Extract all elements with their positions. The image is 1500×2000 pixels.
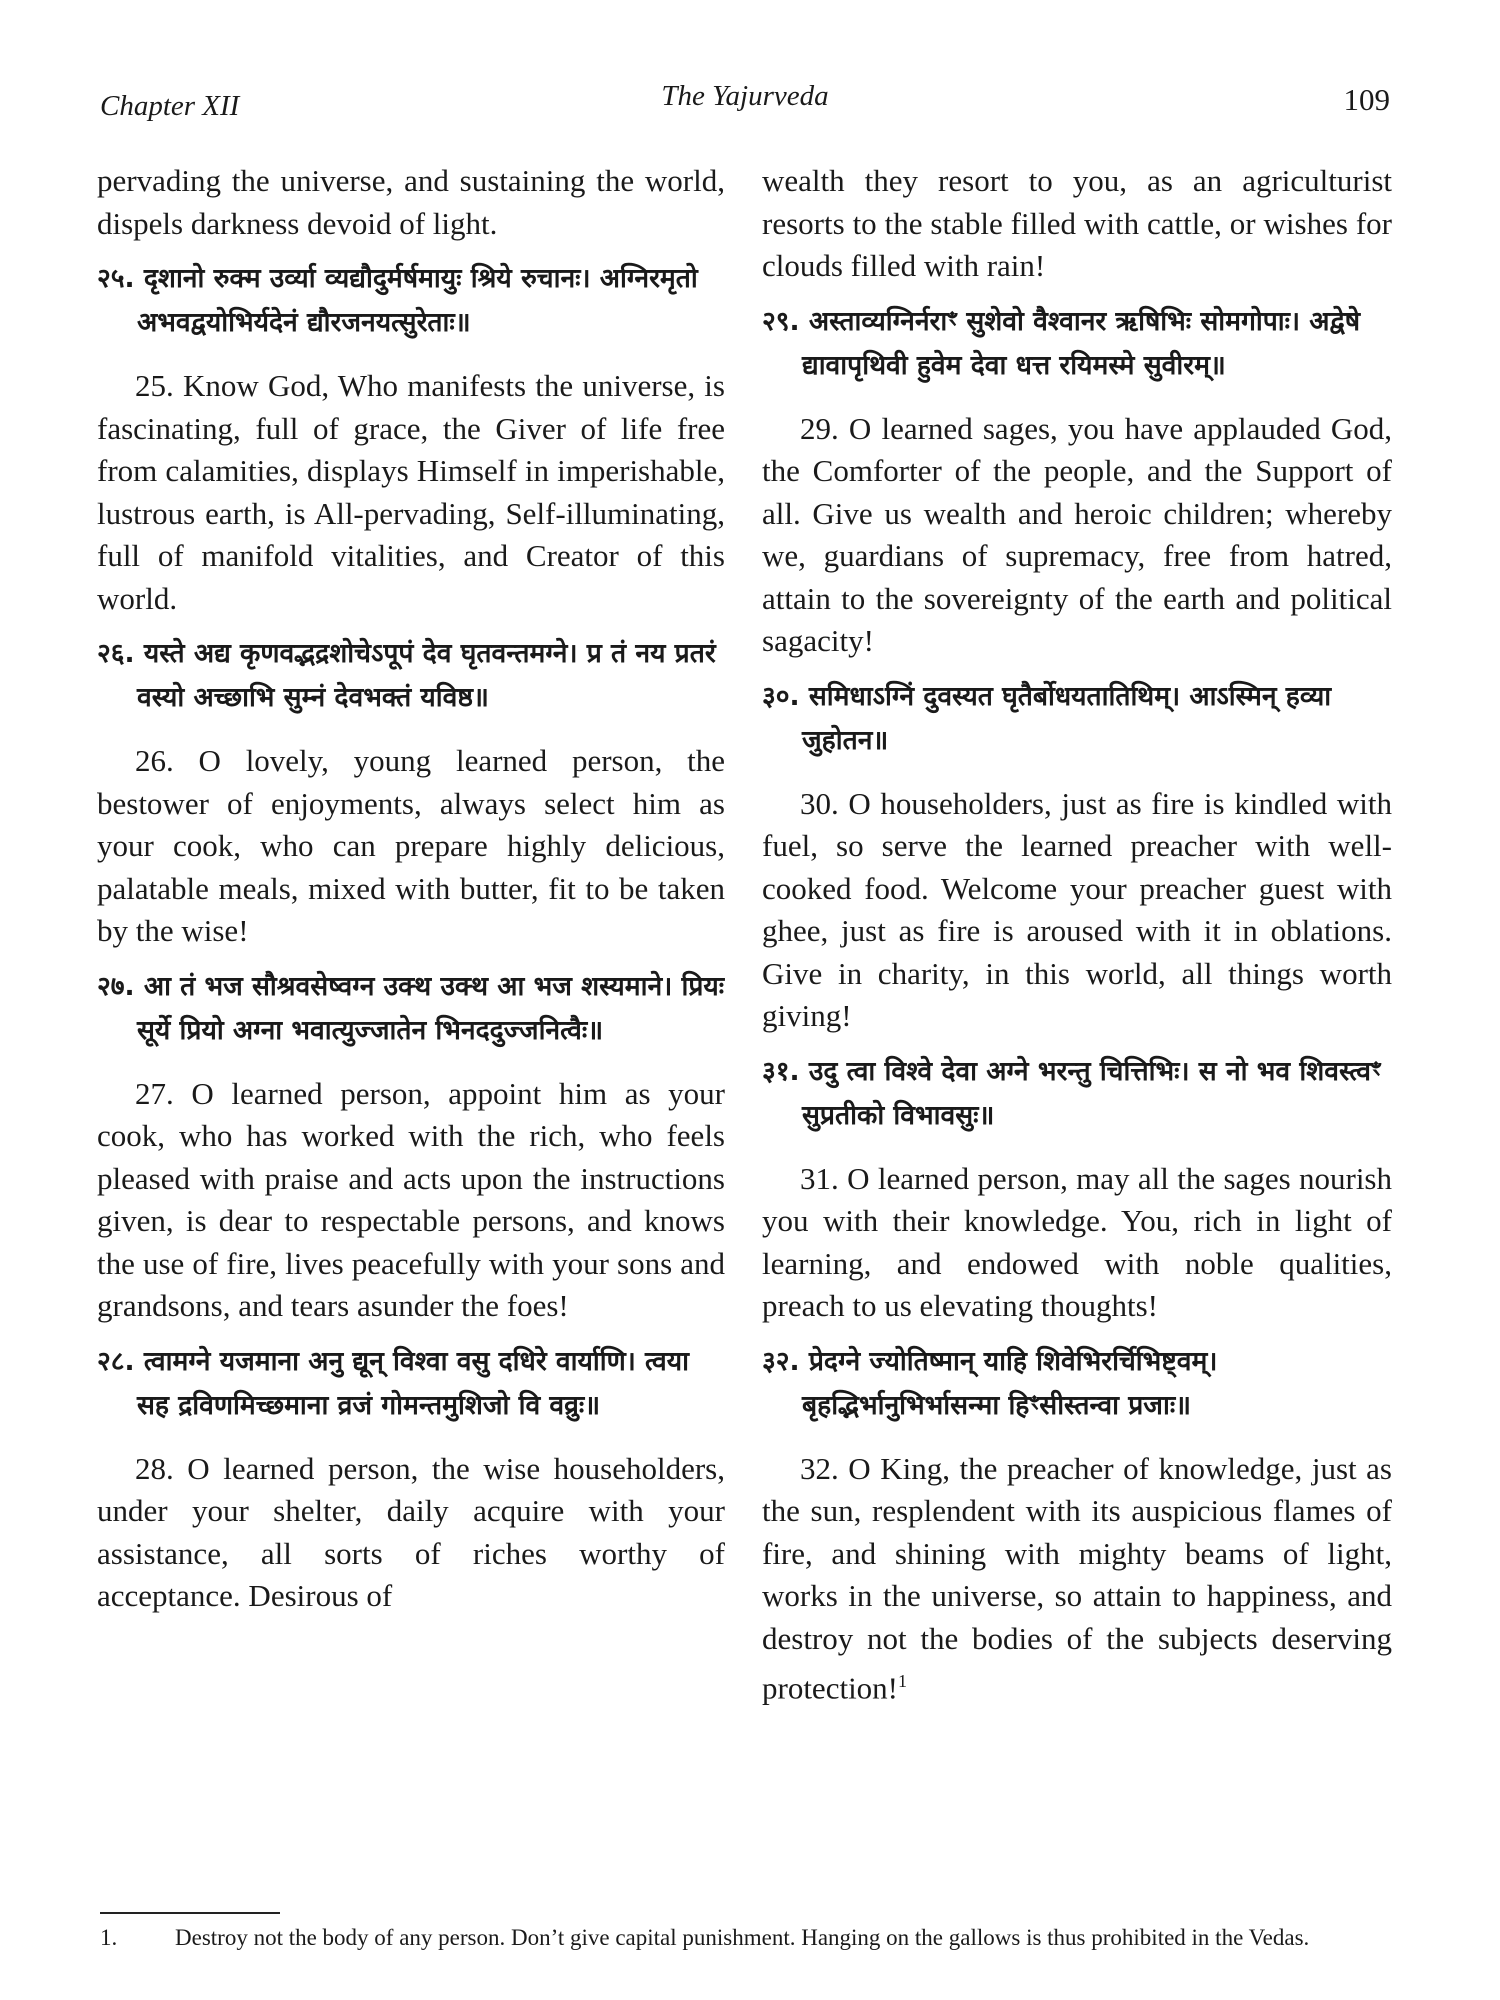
- sanskrit-verse-31: ३१. उदु त्वा विश्वे देवा अग्ने भरन्तु चित्तिभिः। स नो भव शिवस्त्वꣳ सुप्रतीको विभावसुः॥: [762, 1055, 1381, 1131]
- sanskrit-verse-32: ३२. प्रेदग्ने ज्योतिष्मान् याहि शिवेभिरर्चिभिष्ट्वम्। बृहद्भिर्भानुभिर्भासन्मा हिꣳसीस्तन्वा प्रजाः॥: [762, 1345, 1218, 1421]
- chapter-label: Chapter XII: [100, 90, 240, 122]
- translation-31: 31. O learned person, may all the sages nourish you with their knowledge. You, rich in light of learning, and endowed with noble qualities, preach to us elevating thoughts!: [762, 1160, 1392, 1323]
- sanskrit-verse-30: ३०. समिधाऽग्निं दुवस्यत घृतैर्बोधयतातिथिम्। आऽस्मिन् हव्या जुहोतन॥: [762, 680, 1332, 756]
- continued-text: pervading the universe, and sustaining the world, dispels darkness devoid of light.: [97, 163, 725, 241]
- footnote-marker[interactable]: 1: [898, 1671, 908, 1691]
- page-header: [100, 80, 1390, 130]
- translation-30: 30. O householders, just as fire is kindled with fuel, so serve the learned preacher with well-cooked food. Welcome your preacher guest with ghee, just as fire is aroused with it in oblations. Give in charity, in this world, all things worth giving!: [762, 785, 1392, 1033]
- footnote-text: Destroy not the body of any person. Don’t give capital punishment. Hanging on the gallows is thus prohibited in the Vedas.: [175, 1925, 1310, 1950]
- continued-text: wealth they resort to you, as an agriculturist resorts to the stable filled with cattle, or wishes for clouds filled with rain!: [762, 163, 1392, 283]
- footnote-number: 1.: [100, 1925, 118, 1950]
- page-number: 109: [1343, 82, 1390, 117]
- sanskrit-verse-25: २५. दृशानो रुक्म उर्व्या व्यद्यौदुर्मर्षमायुः श्रिये रुचानः। अग्निरमृतो अभवद्वयोभिर्यदेनं द्यौरजनयत्सुरेताः॥: [97, 263, 698, 338]
- left-column: [97, 160, 725, 1618]
- right-column: [762, 160, 1392, 1710]
- translation-25: 25. Know God, Who manifests the universe, is fascinating, full of grace, the Giver of life free from calamities, displays Himself in imperishable, lustrous earth, is All-pervading, Self-illuminating, full of manifold vitalities, and Creator of this world.: [97, 368, 725, 616]
- book-title: The Yajurveda: [661, 80, 829, 112]
- translation-32: [762, 1448, 1392, 1710]
- sanskrit-verse-29: २९. अस्ताव्यग्निर्नराꣳ सुशेवो वैश्वानर ऋषिभिः सोमगोपाः। अद्वेषे द्यावापृथिवी हुवेम देवा धत्त रयिमस्मे सुवीरम्॥: [762, 305, 1361, 381]
- translation-26: 26. O lovely, young learned person, the bestower of enjoyments, always select him as your cook, who can prepare highly delicious, palatable meals, mixed with butter, fit to be taken by the wise!: [97, 743, 725, 948]
- translation-32-text: 32. O King, the preacher of knowledge, just as the sun, resplendent with its auspicious flames of fire, and shining with mighty beams of light, works in the universe, so attain to happiness, and destroy not the bodies of the subjects deserving protection!: [762, 1450, 1392, 1706]
- sanskrit-verse-28: २८. त्वामग्ने यजमाना अनु द्यून् विश्वा वसु दधिरे वार्याणि। त्वया सह द्रविणमिच्छमाना व्रजं गोमन्तमुशिजो वि वव्रुः॥: [97, 1345, 690, 1421]
- sanskrit-verse-26: २६. यस्ते अद्य कृणवद्भद्रशोचेऽपूपं देव घृतवन्तमग्ने। प्र तं नय प्रतरं वस्यो अच्छाभि सुम्नं देवभक्तं यविष्ठ॥: [97, 638, 716, 713]
- translation-27: 27. O learned person, appoint him as your cook, who has worked with the rich, who feels pleased with praise and acts upon the instructions given, is dear to respectable persons, and knows the use of fire, lives peacefully with your sons and grandsons, and tears asunder the foes!: [97, 1075, 725, 1323]
- translation-29: 29. O learned sages, you have applauded God, the Comforter of the people, and the Support of all. Give us wealth and heroic children; whereby we, guardians of supremacy, free from hatred, attain to the sovereignty of the earth and political sagacity!: [762, 410, 1392, 658]
- footnote-rule: [100, 1912, 280, 1914]
- footnote: [100, 1922, 1390, 1953]
- sanskrit-verse-27: २७. आ तं भज सौश्रवसेष्वग्न उक्थ उक्थ आ भज शस्यमाने। प्रियः सूर्ये प्रियो अग्ना भवात्युज्जातेन भिनददुज्जनित्वैः॥: [97, 970, 725, 1046]
- translation-28: 28. O learned person, the wise householders, under your shelter, daily acquire with your assistance, all sorts of riches worthy of acceptance. Desirous of: [97, 1450, 725, 1613]
